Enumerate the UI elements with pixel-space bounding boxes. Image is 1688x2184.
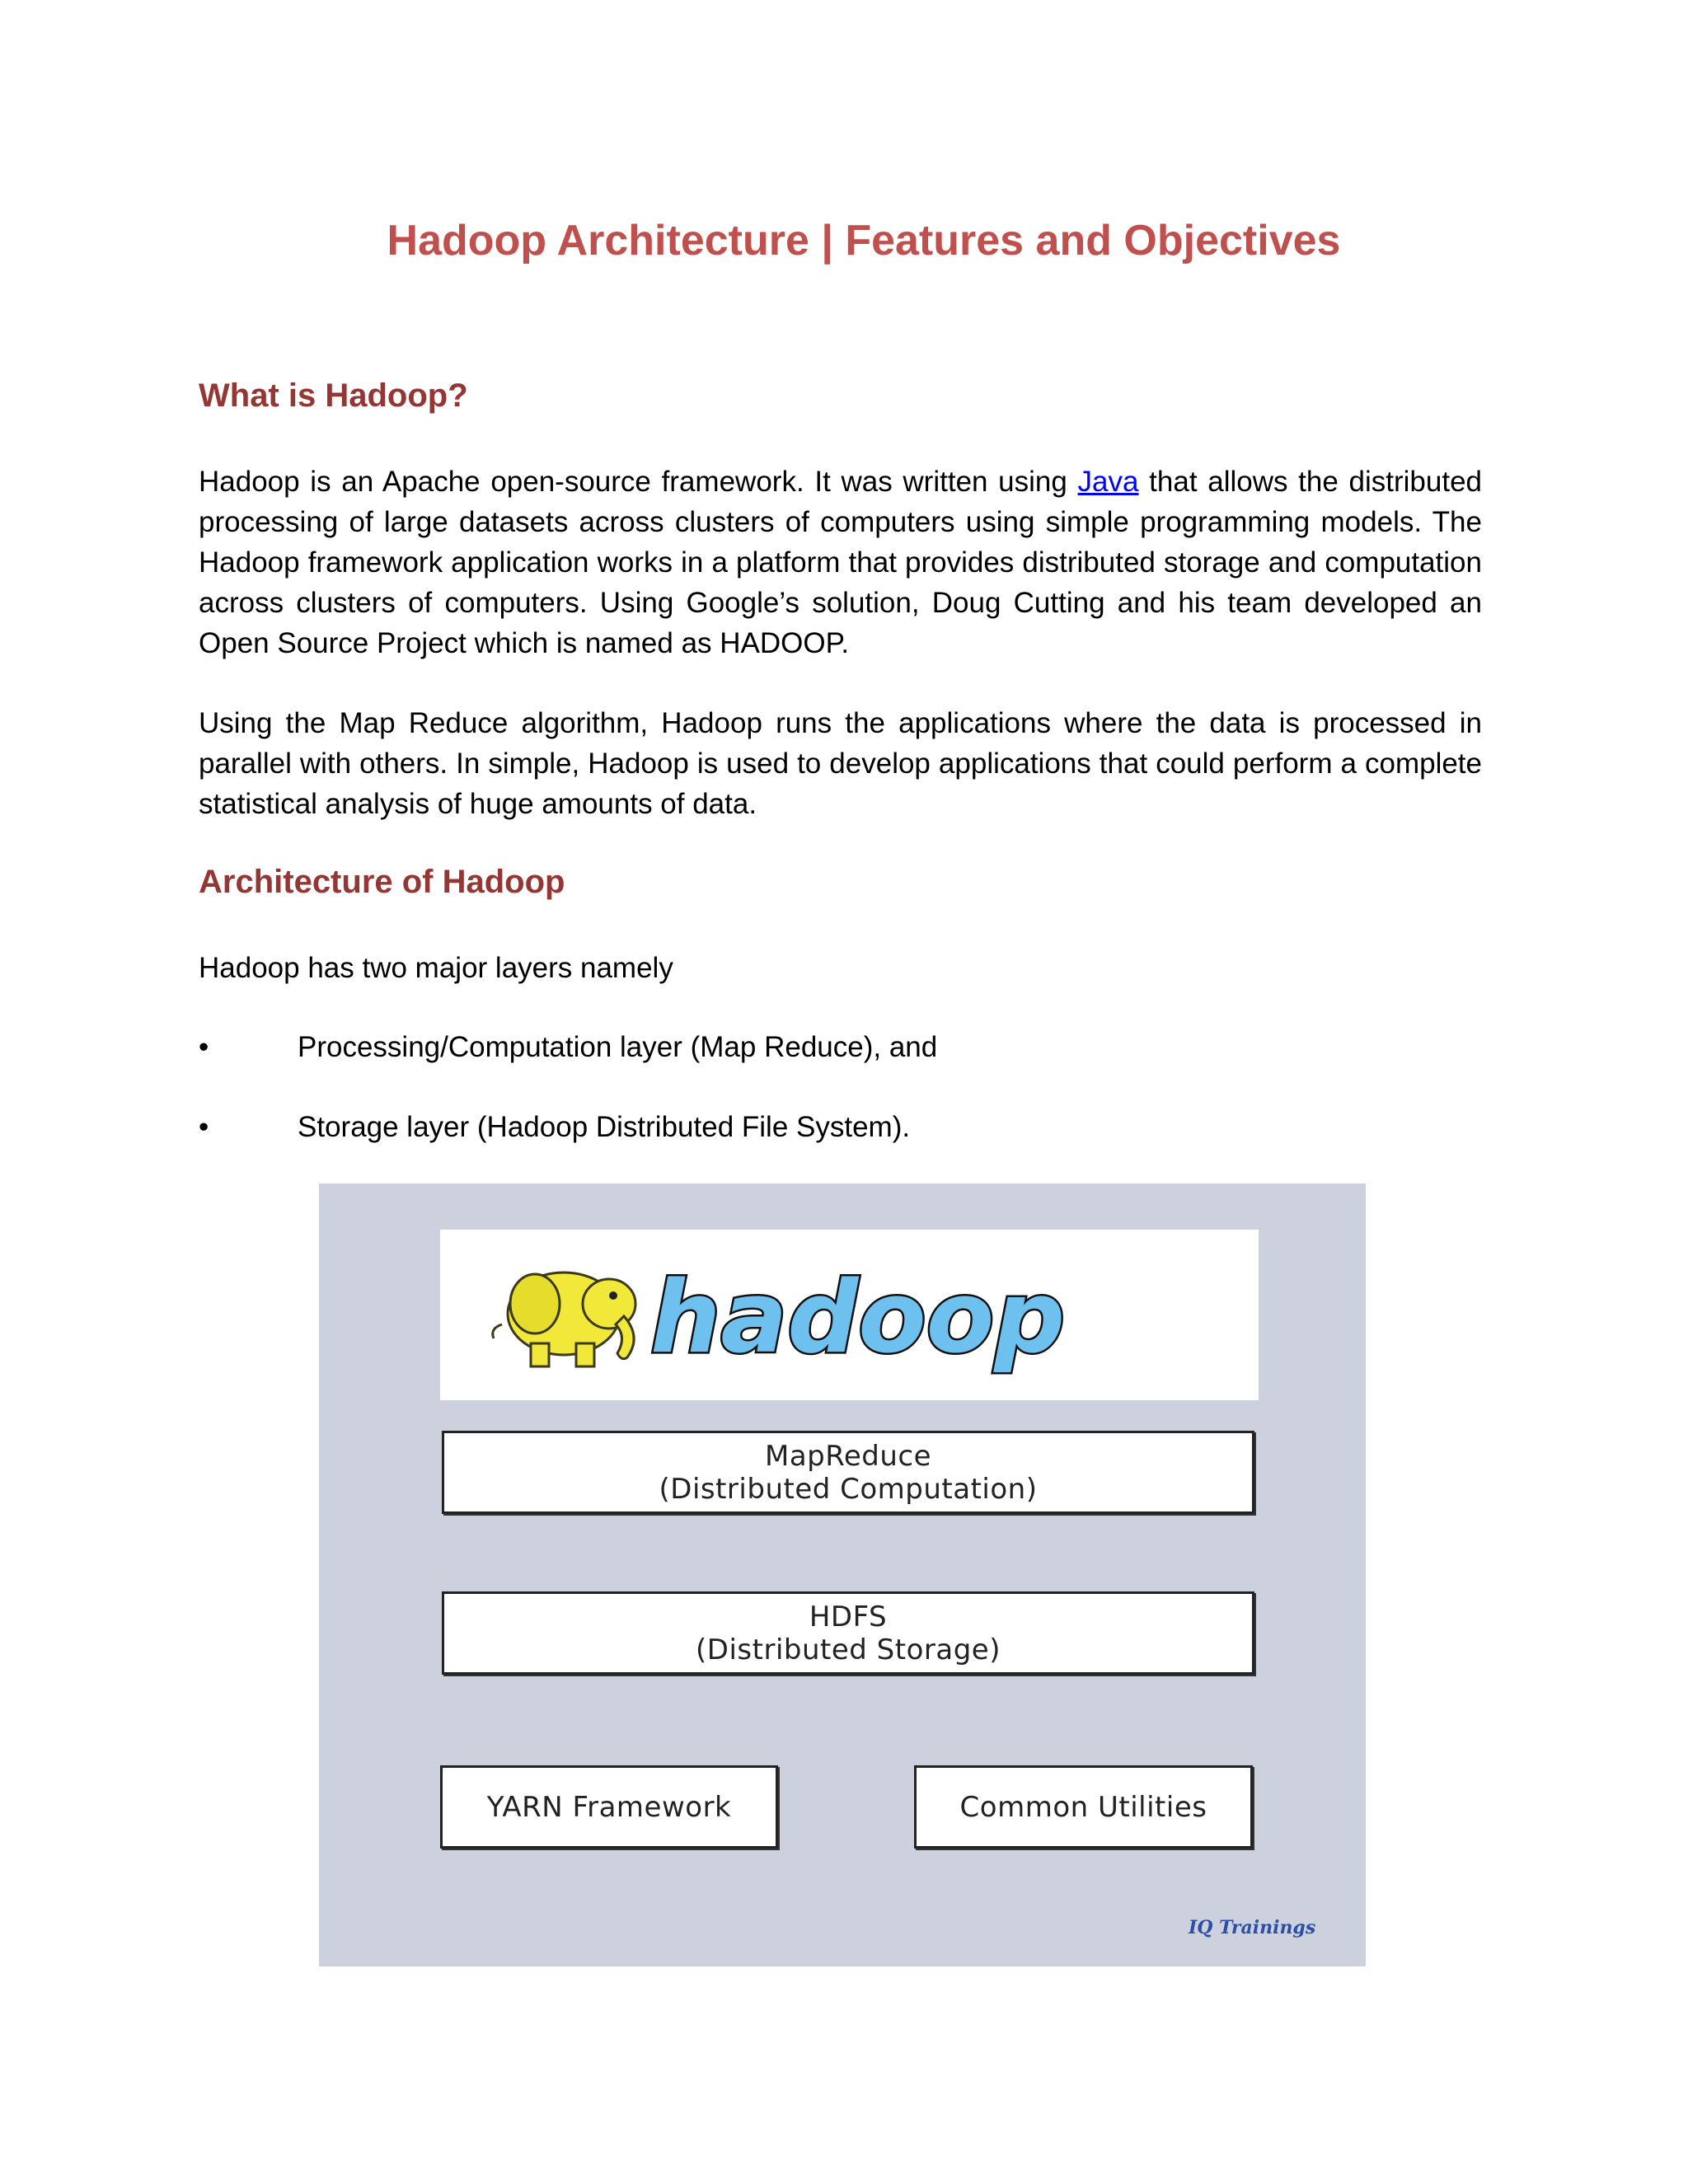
paragraph-intro-text-b: that allows the distributed processing of large datasets across clusters of computers using simple programming models. The Hadoop framework application works in a platform that provides distributed storage and computation across clusters of computers. Using Google’s solution, Doug Cutting and his team developed an Open Source Project which is named as HADOOP. (199, 466, 1482, 659)
hadoop-logo (485, 1246, 1161, 1382)
hdfs-box (442, 1591, 1254, 1675)
mapreduce-subtitle: (Distributed Computation) (659, 1472, 1038, 1506)
paragraph-intro-text-a: Hadoop is an Apache open-source framework. It was written using (199, 466, 1078, 498)
bullet-marker: • (199, 1031, 209, 1063)
yarn-box: YARN Framework (440, 1765, 778, 1849)
common-utilities-box: Common Utilities (914, 1765, 1253, 1849)
hadoop-wordmark: hadoop (650, 1261, 1066, 1376)
page-title: Hadoop Architecture | Features and Objectives (387, 217, 1341, 265)
hdfs-subtitle: (Distributed Storage) (696, 1633, 1001, 1666)
hadoop-architecture-figure (319, 1183, 1366, 1966)
mapreduce-title: MapReduce (764, 1439, 931, 1473)
heading-what-is-hadoop: What is Hadoop? (199, 377, 468, 414)
hdfs-title: HDFS (809, 1600, 888, 1633)
paragraph-intro (199, 462, 1482, 663)
bullet-item-processing: Processing/Computation layer (Map Reduce), and (298, 1031, 938, 1063)
bullet-marker: • (199, 1111, 209, 1143)
java-link[interactable]: Java (1077, 466, 1139, 498)
elephant-icon (493, 1272, 635, 1366)
iq-trainings-watermark: IQ Trainings (1189, 1917, 1316, 1938)
architecture-intro: Hadoop has two major layers namely (199, 952, 673, 984)
bullet-item-storage: Storage layer (Hadoop Distributed File System). (298, 1111, 911, 1143)
hadoop-logo-panel (440, 1230, 1259, 1400)
paragraph-mapreduce: Using the Map Reduce algorithm, Hadoop runs the applications where the data is processed in parallel with others. In simple, Hadoop is used to develop applications that could perform a complete statistical analysis of huge amounts of data. (199, 707, 1482, 820)
heading-architecture: Architecture of Hadoop (199, 864, 565, 900)
mapreduce-box (442, 1431, 1254, 1514)
